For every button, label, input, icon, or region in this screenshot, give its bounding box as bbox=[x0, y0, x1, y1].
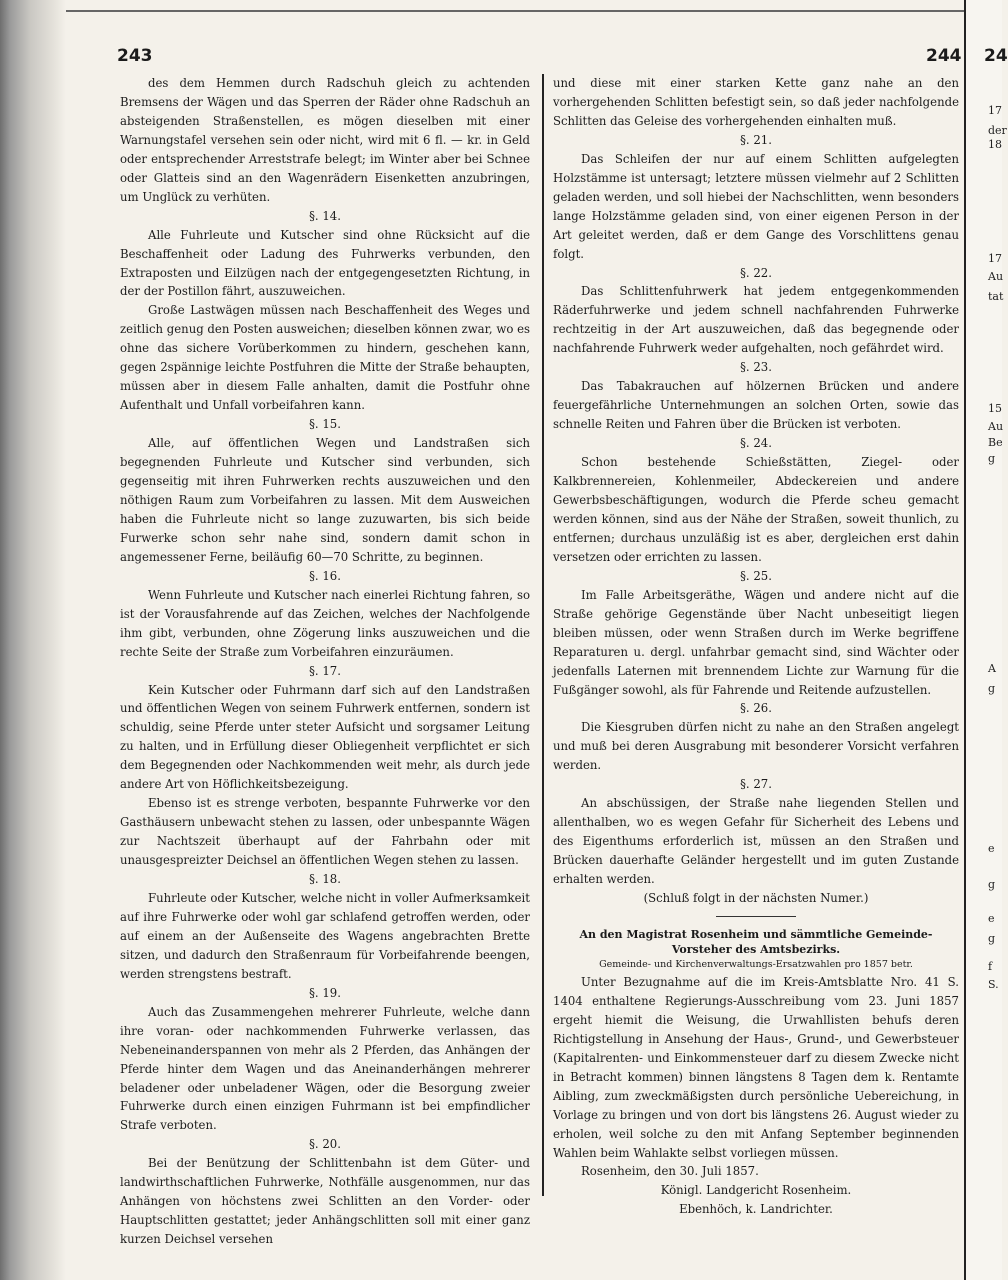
paragraph: An abschüssigen, der Straße nahe liegenden Stellen und allenthalben, wo es wegen Gefahr für Sicherheit des Lebens und des Eigenthums erforderlich ist, müssen an den Straßen und Brücken dauerhafte Geländer hergestellt und im guten Zustande erhalten werden. bbox=[553, 796, 959, 887]
section-heading: §. 19. bbox=[309, 985, 341, 1000]
notice-separator bbox=[716, 916, 796, 917]
paragraph: Alle, auf öffentlichen Wegen und Landstraßen sich begegnenden Fuhrleute und Kutscher sind verbunden, sich gegenseitig mit ihren Fuhrwerken rechts auszuweichen und den nöthigen Raum zum Vorbeifahren zu lassen. Mit dem Ausweichen haben die Fuhrleute nicht so lange zuzuwarten, bis sich beide Furwerke schon sehr nahe sind, sondern damit schon in angemessener Ferne, beiläufig 60—70 Schritte, zu beginnen. bbox=[120, 436, 530, 564]
paragraph: Das Tabakrauchen auf hölzernen Brücken und andere feuergefährliche Unternehmungen an solchen Orten, sowie das schnelle Reiten und Fahren über die Brücken ist verboten. bbox=[553, 379, 959, 432]
paragraph: Wenn Fuhrleute und Kutscher nach einerlei Richtung fahren, so ist der Vorausfahrende auf das Zeichen, welches der Nachfolgende ihm gibt, verbunden, ohne Zögerung links auszuweichen und die rechte Seite der Straße zum Vorbeifahren einzuräumen. bbox=[120, 587, 530, 659]
paragraph: Fuhrleute oder Kutscher, welche nicht in voller Aufmerksamkeit auf ihre Fuhrwerke oder wohl gar schlafend getroffen werden, oder auf einem an der Außenseite des Wagens angebrachten Brette sitzen, und dadurch den Straßenraum für Vorbeifahrende beengen, werden strengstens bestraft. bbox=[120, 890, 530, 981]
paragraph: Im Falle Arbeitsgeräthe, Wägen und andere nicht auf die Straße gehörige Gegenstände über Nacht unbeseitigt liegen bleiben müssen, oder wenn Straßen durch im Werke begriffene Reparaturen u. dergl. unfahrbar gemacht sind, sind Wächter oder jedenfalls Laternen mit brennendem Lichte zur Warnung für die Fußgänger sowohl, als für Fahrende und Reitende aufzustellen. bbox=[553, 587, 959, 697]
edge-fragment: g bbox=[988, 932, 996, 945]
edge-fragment: f bbox=[988, 960, 993, 973]
binding-gutter bbox=[0, 0, 66, 1280]
paragraph: Die Kiesgruben dürfen nicht zu nahe an den Straßen angelegt und muß bei deren Ausgrabung mit besonderer Vorsicht verfahren werden. bbox=[553, 720, 959, 773]
edge-fragment: g bbox=[988, 682, 996, 695]
notice-signer: Ebenhöch, k. Landrichter. bbox=[679, 1202, 833, 1217]
section-heading: §. 21. bbox=[740, 132, 772, 147]
section-heading: §. 22. bbox=[740, 265, 772, 280]
column-divider bbox=[542, 74, 544, 1196]
page-number-edge: 24 bbox=[984, 46, 1008, 66]
notice-place-date: Rosenheim, den 30. Juli 1857. bbox=[581, 1164, 759, 1179]
left-column bbox=[120, 74, 530, 1249]
notice-subtitle: Gemeinde- und Kirchenverwaltungs-Ersatzwahlen pro 1857 betr. bbox=[599, 958, 913, 970]
section-heading: §. 20. bbox=[309, 1137, 341, 1152]
right-column-paragraphs bbox=[553, 74, 959, 908]
edge-fragment: g bbox=[988, 878, 996, 891]
paragraph: Ebenso ist es strenge verboten, bespannte Fuhrwerke vor den Gasthäusern unbewacht stehen zu lassen, oder unbespannte Wägen zur Nachtszeit überhaupt auf der Fahrbahn oder mit unausgespreizter Deichsel an öffentlichen Wegen stehen zu lassen. bbox=[120, 796, 530, 868]
edge-fragment: g bbox=[988, 452, 996, 465]
page-number-left: 243 bbox=[117, 46, 153, 66]
section-heading: §. 18. bbox=[309, 872, 341, 887]
paragraph: Bei der Benützung der Schlittenbahn ist dem Güter- und landwirthschaftlichen Fuhrwerke, Nothfälle ausgenommen, nur das Anhängen von höchstens zwei Schlitten an den Vorder- oder Hauptschlitten gestattet; jeder Anhängschlitten soll mit einer ganz kurzen Deichsel versehen bbox=[120, 1156, 530, 1247]
section-heading: §. 16. bbox=[309, 568, 341, 583]
edge-fragment: e bbox=[988, 842, 995, 855]
edge-fragment: 18 bbox=[988, 138, 1002, 151]
section-heading: §. 25. bbox=[740, 568, 772, 583]
edge-fragment: S. bbox=[988, 978, 999, 991]
section-heading: §. 27. bbox=[740, 777, 772, 792]
edge-fragment: 17 bbox=[988, 104, 1002, 117]
paragraph: Schon bestehende Schießstätten, Ziegel- oder Kalkbrennereien, Kohlenmeiler, Abdeckereien und andere Gewerbsbeschäftigungen, wodurch die Pferde scheu gemacht werden können, sind aus der Nähe der Straßen, soweit thunlich, zu entfernen; durchaus unzuläßig ist es aber, dergleichen erst dahin versetzen oder errichten zu lassen. bbox=[553, 455, 959, 564]
paragraph: des dem Hemmen durch Radschuh gleich zu achtenden Bremsens der Wägen und das Sperren der Räder ohne Radschuh an absteigenden Straßenstellen, es mögen dieselben mit einer Warnungstafel versehen sein oder nicht, wird mit 6 fl. — kr. in Geld oder entsprechender Arreststrafe belegt; im Winter aber bei Schnee oder Glatteis sind an den Wagenrädern Eisenketten anzubringen, um Unglück zu verhüten. bbox=[120, 76, 530, 204]
section-heading: §. 24. bbox=[740, 436, 772, 451]
section-heading: §. 23. bbox=[740, 360, 772, 375]
edge-fragment: 17 bbox=[988, 252, 1002, 265]
top-rule bbox=[66, 10, 964, 12]
edge-fragment: Au bbox=[988, 420, 1004, 433]
section-heading: §. 26. bbox=[740, 701, 772, 716]
section-heading: §. 14. bbox=[309, 208, 341, 223]
paragraph: Alle Fuhrleute und Kutscher sind ohne Rücksicht auf die Beschaffenheit oder Ladung des Fuhrwerks verbunden, den Extraposten und Eilzügen nach der entgegengesetzten Richtung, in der der Postillon fährt, auszuweichen. bbox=[120, 227, 530, 299]
edge-fragment: tat bbox=[988, 290, 1004, 303]
paragraph: Das Schlittenfuhrwerk hat jedem entgegenkommenden Räderfuhrwerke und jedem schnell nachfahrenden Fuhrwerke rechtzeitig in der Art auszuweichen, daß das begegnende oder nachfahrende Fuhrwerk weder aufgehalten, noch gefährdet wird. bbox=[553, 284, 959, 356]
edge-fragment: der bbox=[988, 124, 1007, 137]
paragraph: Das Schleifen der nur auf einem Schlitten aufgelegten Holzstämme ist untersagt; letztere müssen vielmehr auf 2 Schlitten geladen werden, und soll hiebei der Nachschlitten, wenn besonders lange Holzstämme geladen sind, von einer eigenen Person in der Art geleitet werden, daß er dem Gange des Vorschlittens genau folgt. bbox=[553, 151, 959, 261]
closing-note: (Schluß folgt in der nächsten Numer.) bbox=[643, 890, 869, 905]
notice-title: An den Magistrat Rosenheim und sämmtliche Gemeinde-Vorsteher des Amtsbezirks. bbox=[579, 927, 933, 956]
section-heading: §. 15. bbox=[309, 417, 341, 432]
edge-fragment: e bbox=[988, 912, 995, 925]
adjacent-page-strip bbox=[964, 0, 1002, 1280]
section-heading: §. 17. bbox=[309, 663, 341, 678]
right-column bbox=[553, 74, 959, 1219]
page-number-right: 244 bbox=[926, 46, 962, 66]
edge-fragment: A bbox=[988, 662, 996, 675]
notice-authority: Königl. Landgericht Rosenheim. bbox=[660, 1183, 852, 1198]
paragraph-continuation: und diese mit einer starken Kette ganz nahe an den vorhergehenden Schlitten befestigt sein, so daß jeder nachfolgende Schlitten das Geleise des vorhergehenden einhalten muß. bbox=[553, 76, 959, 128]
paragraph: Auch das Zusammengehen mehrerer Fuhrleute, welche dann ihre voran- oder nachkommenden Fuhrwerke verlassen, das Nebeneinanderspannen von mehr als 2 Pferden, das Anhängen der Pferde hinter dem Wagen und das Aneinanderhängen mehrerer beladener oder unbeladener Wägen, oder die Besorgung zweier Fuhrwerke durch einen einzigen Fuhrmann ist bei empfindlicher Strafe verboten. bbox=[120, 1004, 530, 1133]
edge-fragment: Be bbox=[988, 436, 1003, 449]
edge-fragment: Au bbox=[988, 270, 1004, 283]
paragraph: Kein Kutscher oder Fuhrmann darf sich auf den Landstraßen und öffentlichen Wegen von seinem Fuhrwerk entfernen, sondern ist schuldig, seine Pferde unter steter Aufsicht und sorgsamer Leitung zu halten, und in Erfüllung dieser Obliegenheit verpflichtet er sich dem Begegnenden oder Nachkommenden weit mehr, als durch jede andere Art von Höflichkeitsbezeigung. bbox=[120, 682, 530, 792]
notice-body: Unter Bezugnahme auf die im Kreis-Amtsblatte Nro. 41 S. 1404 enthaltene Regierungs-Ausschreibung vom 23. Juni 1857 ergeht hiemit die Weisung, die Urwahllisten behufs deren Richtigstellung in Ansehung der Haus-, Grund-, und Gewerbsteuer (Kapitalrenten- und Einkommensteuer darf zu diesem Zwecke nicht in Betracht kommen) binnen längstens 8 Tagen dem k. Rentamte Aibling, zum zweckmäßigsten durch persönliche Uebereichung, in Vorlage zu bringen und von dort bis längstens 26. August wieder zu erholen, weil solche zu den mit Anfang September beginnenden Wahlen beim Wahlakte selbst vorliegen müssen. bbox=[553, 974, 959, 1160]
paragraph: Große Lastwägen müssen nach Beschaffenheit des Weges und zeitlich genug den Posten ausweichen; dieselben können zwar, wo es ohne das sichere Vorüberkommen zu hindern, geschehen kann, gegen 2spännige leichte Postfuhren die Mitte der Straße behaupten, müssen aber in diesem Falle anhalten, damit die Postfuhr ohne Aufenthalt und Unfall vorbeifahren kann. bbox=[120, 303, 530, 413]
edge-fragment: 15 bbox=[988, 402, 1002, 415]
